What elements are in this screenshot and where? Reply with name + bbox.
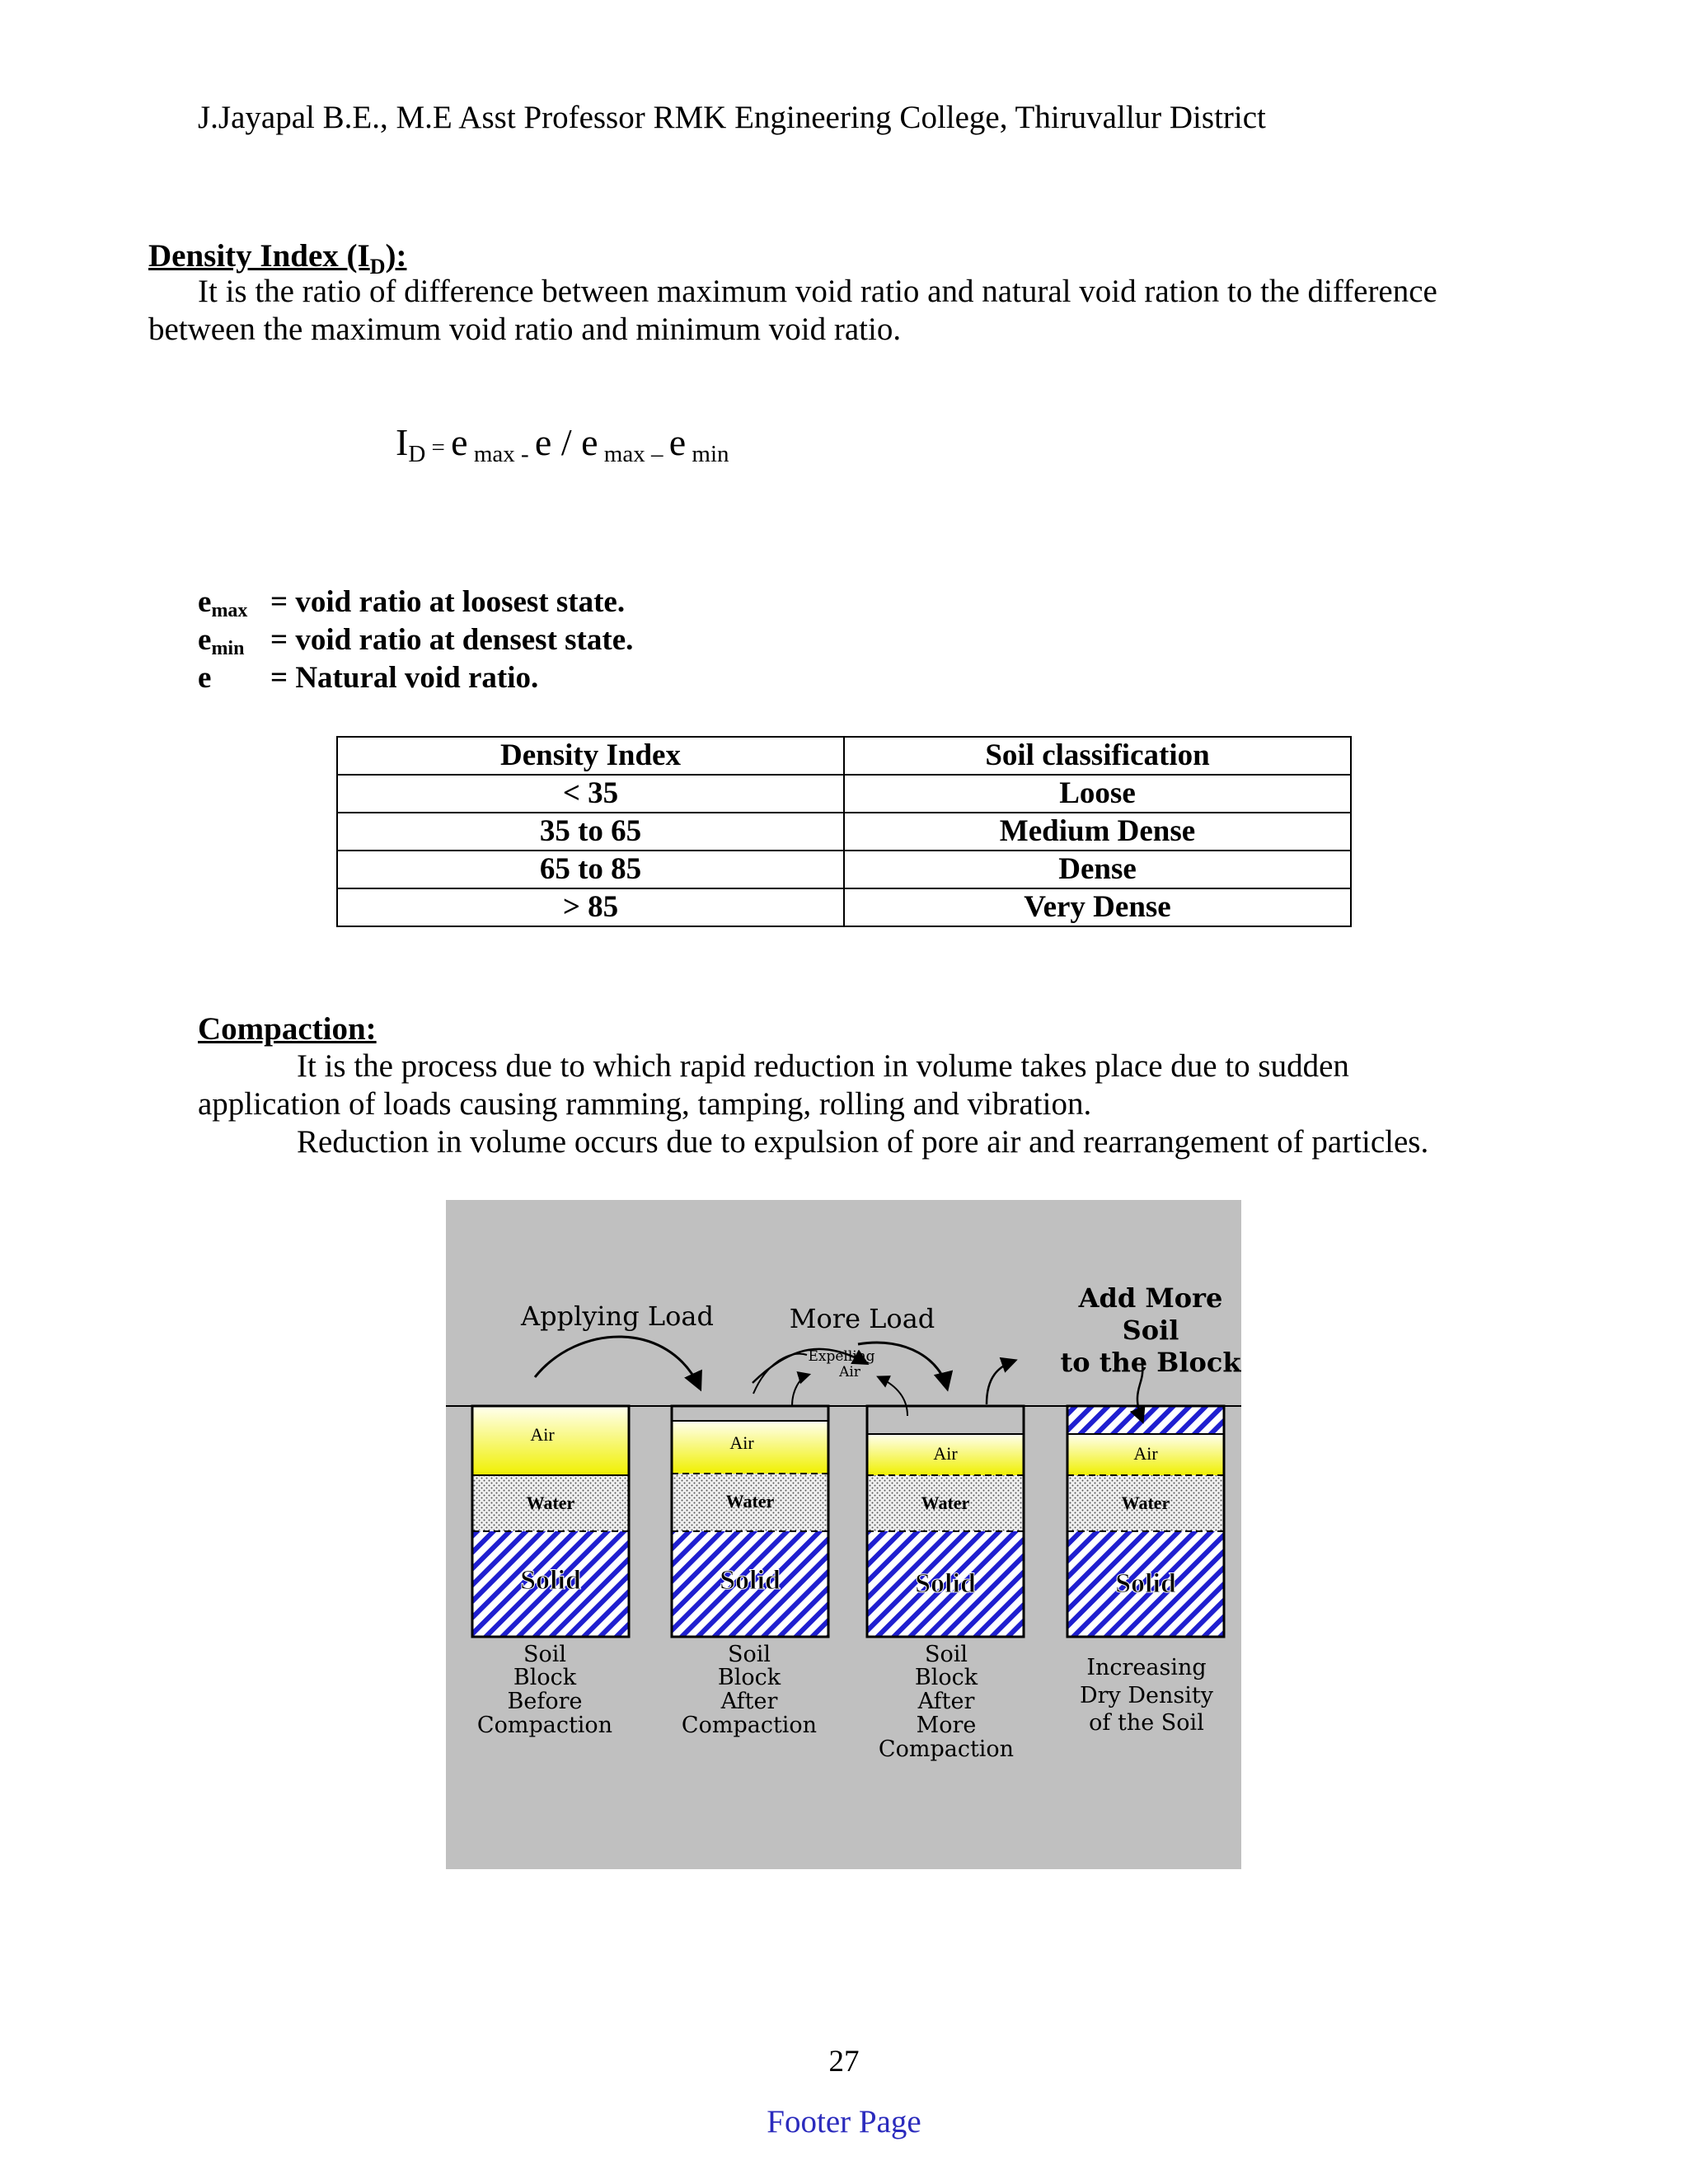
table-cell: Dense <box>844 851 1351 888</box>
table-row <box>337 813 1351 851</box>
to-block-label: to the Block <box>1060 1347 1241 1378</box>
compaction-heading: Compaction: <box>198 1011 377 1047</box>
table-cell: 35 to 65 <box>337 813 844 851</box>
expelling-air-label: Air <box>839 1364 860 1380</box>
caption-line: Block <box>513 1665 577 1690</box>
soil-block-after-more <box>867 1406 1024 1637</box>
page-number: 27 <box>828 2045 860 2079</box>
air-label: Air <box>933 1443 958 1464</box>
table-cell: < 35 <box>337 775 844 813</box>
table-header-cell: Density Index <box>337 737 844 775</box>
table-row <box>337 851 1351 888</box>
water-label: Water <box>725 1491 775 1511</box>
compaction-para1-line2: application of loads causing ramming, tamping, rolling and vibration. <box>198 1086 1092 1122</box>
compaction-para2: Reduction in volume occurs due to expulsion of pore air and rearrangement of particles. <box>297 1124 1429 1160</box>
caption-line: of the Soil <box>1089 1710 1204 1736</box>
table-cell: Loose <box>844 775 1351 813</box>
compaction-figure <box>446 1200 1241 1869</box>
solid-label: Solid <box>520 1565 581 1596</box>
density-index-definition-line2: between the maximum void ratio and minimum void ratio. <box>148 312 902 347</box>
more-load-label: More Load <box>789 1303 935 1334</box>
solid-label: Solid <box>1115 1568 1176 1599</box>
caption-line: Compaction <box>878 1736 1015 1762</box>
water-label: Water <box>1121 1493 1170 1513</box>
water-label: Water <box>526 1493 575 1513</box>
table-header-cell: Soil classification <box>844 737 1351 775</box>
page-header: J.Jayapal B.E., M.E Asst Professor RMK Engineering College, Thiruvallur District <box>198 100 1266 135</box>
table-row <box>337 775 1351 813</box>
caption-line: After <box>720 1689 778 1714</box>
caption-line: More <box>916 1713 977 1738</box>
definition-emin: $e_{min}$ = void ratio at densest state. <box>198 623 634 659</box>
compaction-para1-line1: It is the process due to which rapid reduction in volume takes place due to sudden <box>297 1048 1349 1084</box>
table-cell: Medium Dense <box>844 813 1351 851</box>
caption-line: Block <box>914 1665 978 1690</box>
caption-line: Soil <box>727 1642 771 1667</box>
water-label: Water <box>921 1493 970 1513</box>
caption-line: Compaction <box>476 1713 613 1738</box>
density-index-heading: Density Index $(I_D)$: <box>148 238 407 279</box>
caption-line: Soil <box>924 1642 968 1667</box>
table-cell: 65 to 85 <box>337 851 844 888</box>
table-row <box>337 888 1351 926</box>
definition-e: e = Natural void ratio. <box>198 661 539 695</box>
table-cell: > 85 <box>337 888 844 926</box>
solid-label: Solid <box>720 1565 781 1596</box>
expelling-label: Expelling <box>808 1348 875 1365</box>
caption-line: Compaction <box>681 1713 818 1738</box>
definition-emax: $e_{max}$ = void ratio at loosest state. <box>198 585 626 621</box>
add-more-label: Add More <box>1078 1282 1223 1314</box>
solid-label: Solid <box>915 1568 976 1599</box>
add-soil-label: Soil <box>1122 1315 1179 1346</box>
air-label: Air <box>729 1432 754 1453</box>
caption-line: Dry Density <box>1080 1683 1213 1708</box>
caption-line: After <box>917 1689 975 1714</box>
caption-line: Soil <box>523 1642 567 1667</box>
caption-line: Before <box>507 1689 583 1714</box>
density-index-definition-line1: It is the ratio of difference between maximum void ratio and natural void ration to the difference <box>198 274 1437 309</box>
density-index-formula: $I_D = e$ $_{max -}$ e / e $_{max -}$ e $_{min}$ <box>396 421 729 467</box>
footer-text: Footer Page <box>767 2104 921 2139</box>
soil-block-increasing <box>1067 1406 1224 1637</box>
density-index-table <box>336 736 1352 927</box>
air-label: Air <box>1133 1443 1158 1464</box>
air-label: Air <box>530 1424 555 1445</box>
applying-load-label: Applying Load <box>521 1301 714 1332</box>
caption-line: Increasing <box>1086 1655 1207 1680</box>
compaction-diagram <box>446 1200 1241 1869</box>
table-cell: Very Dense <box>844 888 1351 926</box>
table-header-row <box>337 737 1351 775</box>
caption-line: Block <box>717 1665 781 1690</box>
